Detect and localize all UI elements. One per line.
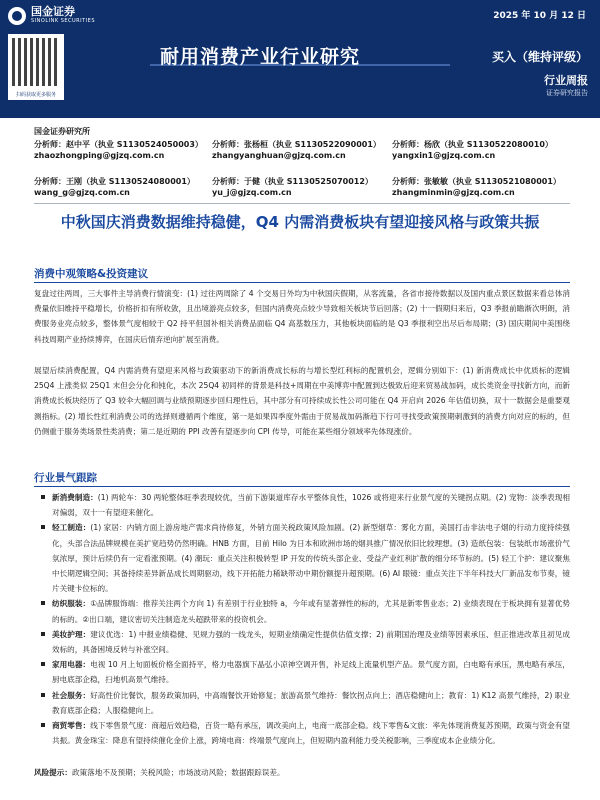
- section-underline: [34, 486, 570, 487]
- qr-code[interactable]: [8, 34, 64, 100]
- team-label: 国金证券研究所: [34, 127, 90, 136]
- analyst-card: [392, 176, 561, 198]
- item-label: 轻工制造：: [52, 523, 91, 533]
- header-banner: [0, 0, 600, 118]
- item-text: ①品牌服饰端：推荐关注两个方向 1) 有差别于行业独特 a，今年或有显著弹性的标的，尤其是新零售业态；2) 业绩表现在于板块拥有显著优势的标的。②出口端，建议密切关注制造龙头超跌带来的投资机会。: [52, 599, 570, 624]
- item-text: 电视 10 月上旬面板价格全面持平，格力电器旗下晶弘小凉神空调开售，补足线上流量机型产品。景气度方面，白电略有承压，黑电略有承压，厨电底部企稳，扫地机高景气维持。: [52, 660, 571, 685]
- item-label: 纺织服装：: [52, 599, 91, 609]
- divider: [34, 203, 570, 204]
- report-date: 2025 年 10 月 12 日: [493, 11, 586, 21]
- list-item: [34, 490, 570, 520]
- list-item: [34, 718, 570, 748]
- analyst-email[interactable]: wang_g@gjzq.com.cn: [34, 188, 130, 197]
- analyst-card: [212, 176, 373, 198]
- item-text: (1) 家居：内销方面上游房地产需求尚待修复，外销方面关税政策风险加剧。(2) 新型烟草：雾化方面，美国打击非法电子烟的行动力度持续强化，头部合法品牌规模在美扩宽趋势仍然明确。HNB 方面，目前 Hilo 为日本和欧洲市场的烟具推广情况依旧比较理想。(3) 造纸包装：包装纸市场涨价气氛浓厚，预计后续仍有一定看涨预期。(4) 潮玩：重点关注积极转型 IP 开发的传统头部企业、受益产业红利扩散的细分环节标的。(5) 轻工个护：建议聚焦中长期逻辑空间；其备持续差异新品成长周期驱动，线下开拓能力稀缺带动中期份额提升超预期。(6) AI 眼镜：重点关注下半年科技大厂新品发布节奏，镜片关键卡位标的。: [52, 523, 570, 594]
- analyst-name: 分析师：张敏敏（执业 S1130521080001）: [392, 177, 561, 186]
- list-item: [34, 520, 570, 596]
- list-item: [34, 688, 570, 718]
- rating-badge: 买入（维持评级）: [491, 50, 588, 64]
- analyst-name: 分析师：于健（执业 S1130525070012）: [212, 177, 373, 186]
- strategy-paragraph-outlook: 展望后续消费配置，Q4 内需消费有望迎来风格与政策驱动下的新消费成长标的与增长型红利标的配置机会，逻辑分别如下：(1) 新消费成长中优质标的逻辑 25Q4 上涨类似 25Q1 末但会分化和钝化，本次 25Q4 初同样的背景是科技+周期在中美博弈中配置到达极致后迎来贸易战加码，成长类资金寻找新方向，而新消费成长板块经历了 Q3 较伞大幅回调与业绩预期逐步回归理性后，其中部分有可持续成长性公司可能在 Q4 开启向 2026 年估值切换，双十一数据会是重要观测指标。(2) 增长性红利消费公司的选择则遵循两个维度，第一是如果四季度外需由于贸易战加码渐趋下行可寻找受政策预期刺激到的消费方向对应的标的，但仍侧重于服务类场景性类消费；第二是近期的 PPI 改善有望逐步向 CPI 传导，可能在某些细分领域率先体现涨价。: [34, 366, 570, 436]
- item-label: 商贸零售：: [52, 721, 91, 731]
- analyst-name: 分析师：杨欣（执业 S1130522080010）: [392, 140, 553, 149]
- industry-tracking-list: [34, 490, 570, 748]
- section-title-strategy: 消费中观策略&投资建议: [34, 268, 149, 280]
- report-headline: 中秋国庆消费数据维持稳健，Q4 内需消费板块有望迎接风格与政策共振: [60, 213, 540, 231]
- section-underline: [34, 282, 570, 283]
- list-item: [34, 627, 570, 657]
- risk-warning: [34, 766, 570, 780]
- item-label: 社会服务：: [52, 690, 91, 700]
- list-item: [34, 596, 570, 626]
- qr-caption: 扫码获取更多服务: [15, 92, 56, 98]
- analyst-name: 分析师：张杨桓（执业 S1130522090001）: [212, 140, 381, 149]
- analyst-email[interactable]: yu_j@gjzq.com.cn: [212, 188, 292, 197]
- strategy-paragraph-review: 复盘过往两周，三大事件主导消费行情演变：(1) 过往两周除了 4 个交易日外均为中秋国庆假期，从客流量，各省市接待数据以及国内重点景区数据来看总体消费量依旧维持平稳增长，价格折扣有所收敛，且出境游亮点较多，但国内消费亮点较少导致相关板块节后回落；(2) 十一假期归来后，Q3 季报前瞻渐次明朗，消费服务业亮点较多，整体景气度相较于 Q2 持平但国补相关消费品面临 Q4 高基数压力，其他板块面临的是 Q3 季报利空出尽后布局期；(3) 国庆期间中美围绕科技周期产业持续博弈，在国庆后情弃逆向扩展至消费。: [34, 289, 570, 344]
- item-label: 新消费制造：: [52, 493, 98, 502]
- brand-name-cn: 国金证券: [31, 5, 75, 18]
- analyst-card: [34, 176, 195, 198]
- analyst-email[interactable]: zhangyanghuan@gjzq.com.cn: [212, 151, 346, 160]
- report-title: 耐用消费产业行业研究: [160, 46, 361, 68]
- brand-logo: [8, 6, 95, 25]
- report-type: 行业周报: [544, 74, 588, 87]
- list-item: [34, 657, 570, 687]
- analyst-card: [34, 139, 203, 161]
- risk-text: 政策落地不及预期；关税风险；市场波动风险；数据跟踪误差。: [71, 768, 285, 777]
- brand-logo-icon: [8, 7, 26, 25]
- analyst-card: [392, 139, 553, 161]
- item-text: 建议优选：1) 中报业绩稳健、见规力强的一线龙头，短期业绩确定性提供估值支撑；2) 前期国治理及业绩等因素承压、但正推进改革且初见成效标的，具备困境反转与补涨空间。: [52, 629, 570, 655]
- risk-label: 风险提示：: [34, 768, 72, 777]
- analyst-email[interactable]: yangxin1@gjzq.com.cn: [392, 151, 496, 160]
- analyst-name: 分析师：王刚（执业 S1130524080001）: [34, 177, 195, 186]
- report-subtype: 证券研究报告: [546, 89, 588, 97]
- section-title-tracking: 行业景气跟踪: [34, 472, 97, 484]
- analyst-card: [212, 139, 381, 161]
- item-text: (1) 两轮车：30 两轮整体旺季表现较优，当前下游渠道库存水平整体良性，1026 或将迎来行业景气度的关键拐点期。(2) 宠物：淡季表现相对偏弱，双十一有望迎来催化。: [52, 493, 571, 518]
- analyst-email[interactable]: zhaozhongping@gjzq.com.cn: [34, 151, 165, 160]
- brand-name-en: SINOLINK SECURITIES: [31, 18, 95, 24]
- qr-code-icon: [12, 38, 60, 86]
- item-label: 美妆护理：: [52, 629, 91, 639]
- item-text: 好高性价比餐饮，服务政策加码，中高端餐饮开始修复；旅游高景气维持：餐饮拐点向上；酒店稳健向上；教育：1) K12 高景气维持，2) 职业教育底部企稳；人服稳健向上。: [52, 690, 571, 715]
- analyst-name: 分析师：赵中平（执业 S1130524050003）: [34, 140, 203, 149]
- item-text: 线下零售景气度：商超后效趋稳，百货一略有承压，调改美向上，电商一底部企稳。线下零售&文旅：率先体现消费复苏预期，政策与资金有望共振。黄金珠宝：降息有望持续催化金价上涨，跨境电商：终端景气度向上，但短期内盈利能力受关税影响，三季度成本企业绩分化。: [52, 721, 570, 746]
- analyst-email[interactable]: zhangminmin@gjzq.com.cn: [392, 188, 515, 197]
- item-label: 家用电器：: [52, 660, 91, 670]
